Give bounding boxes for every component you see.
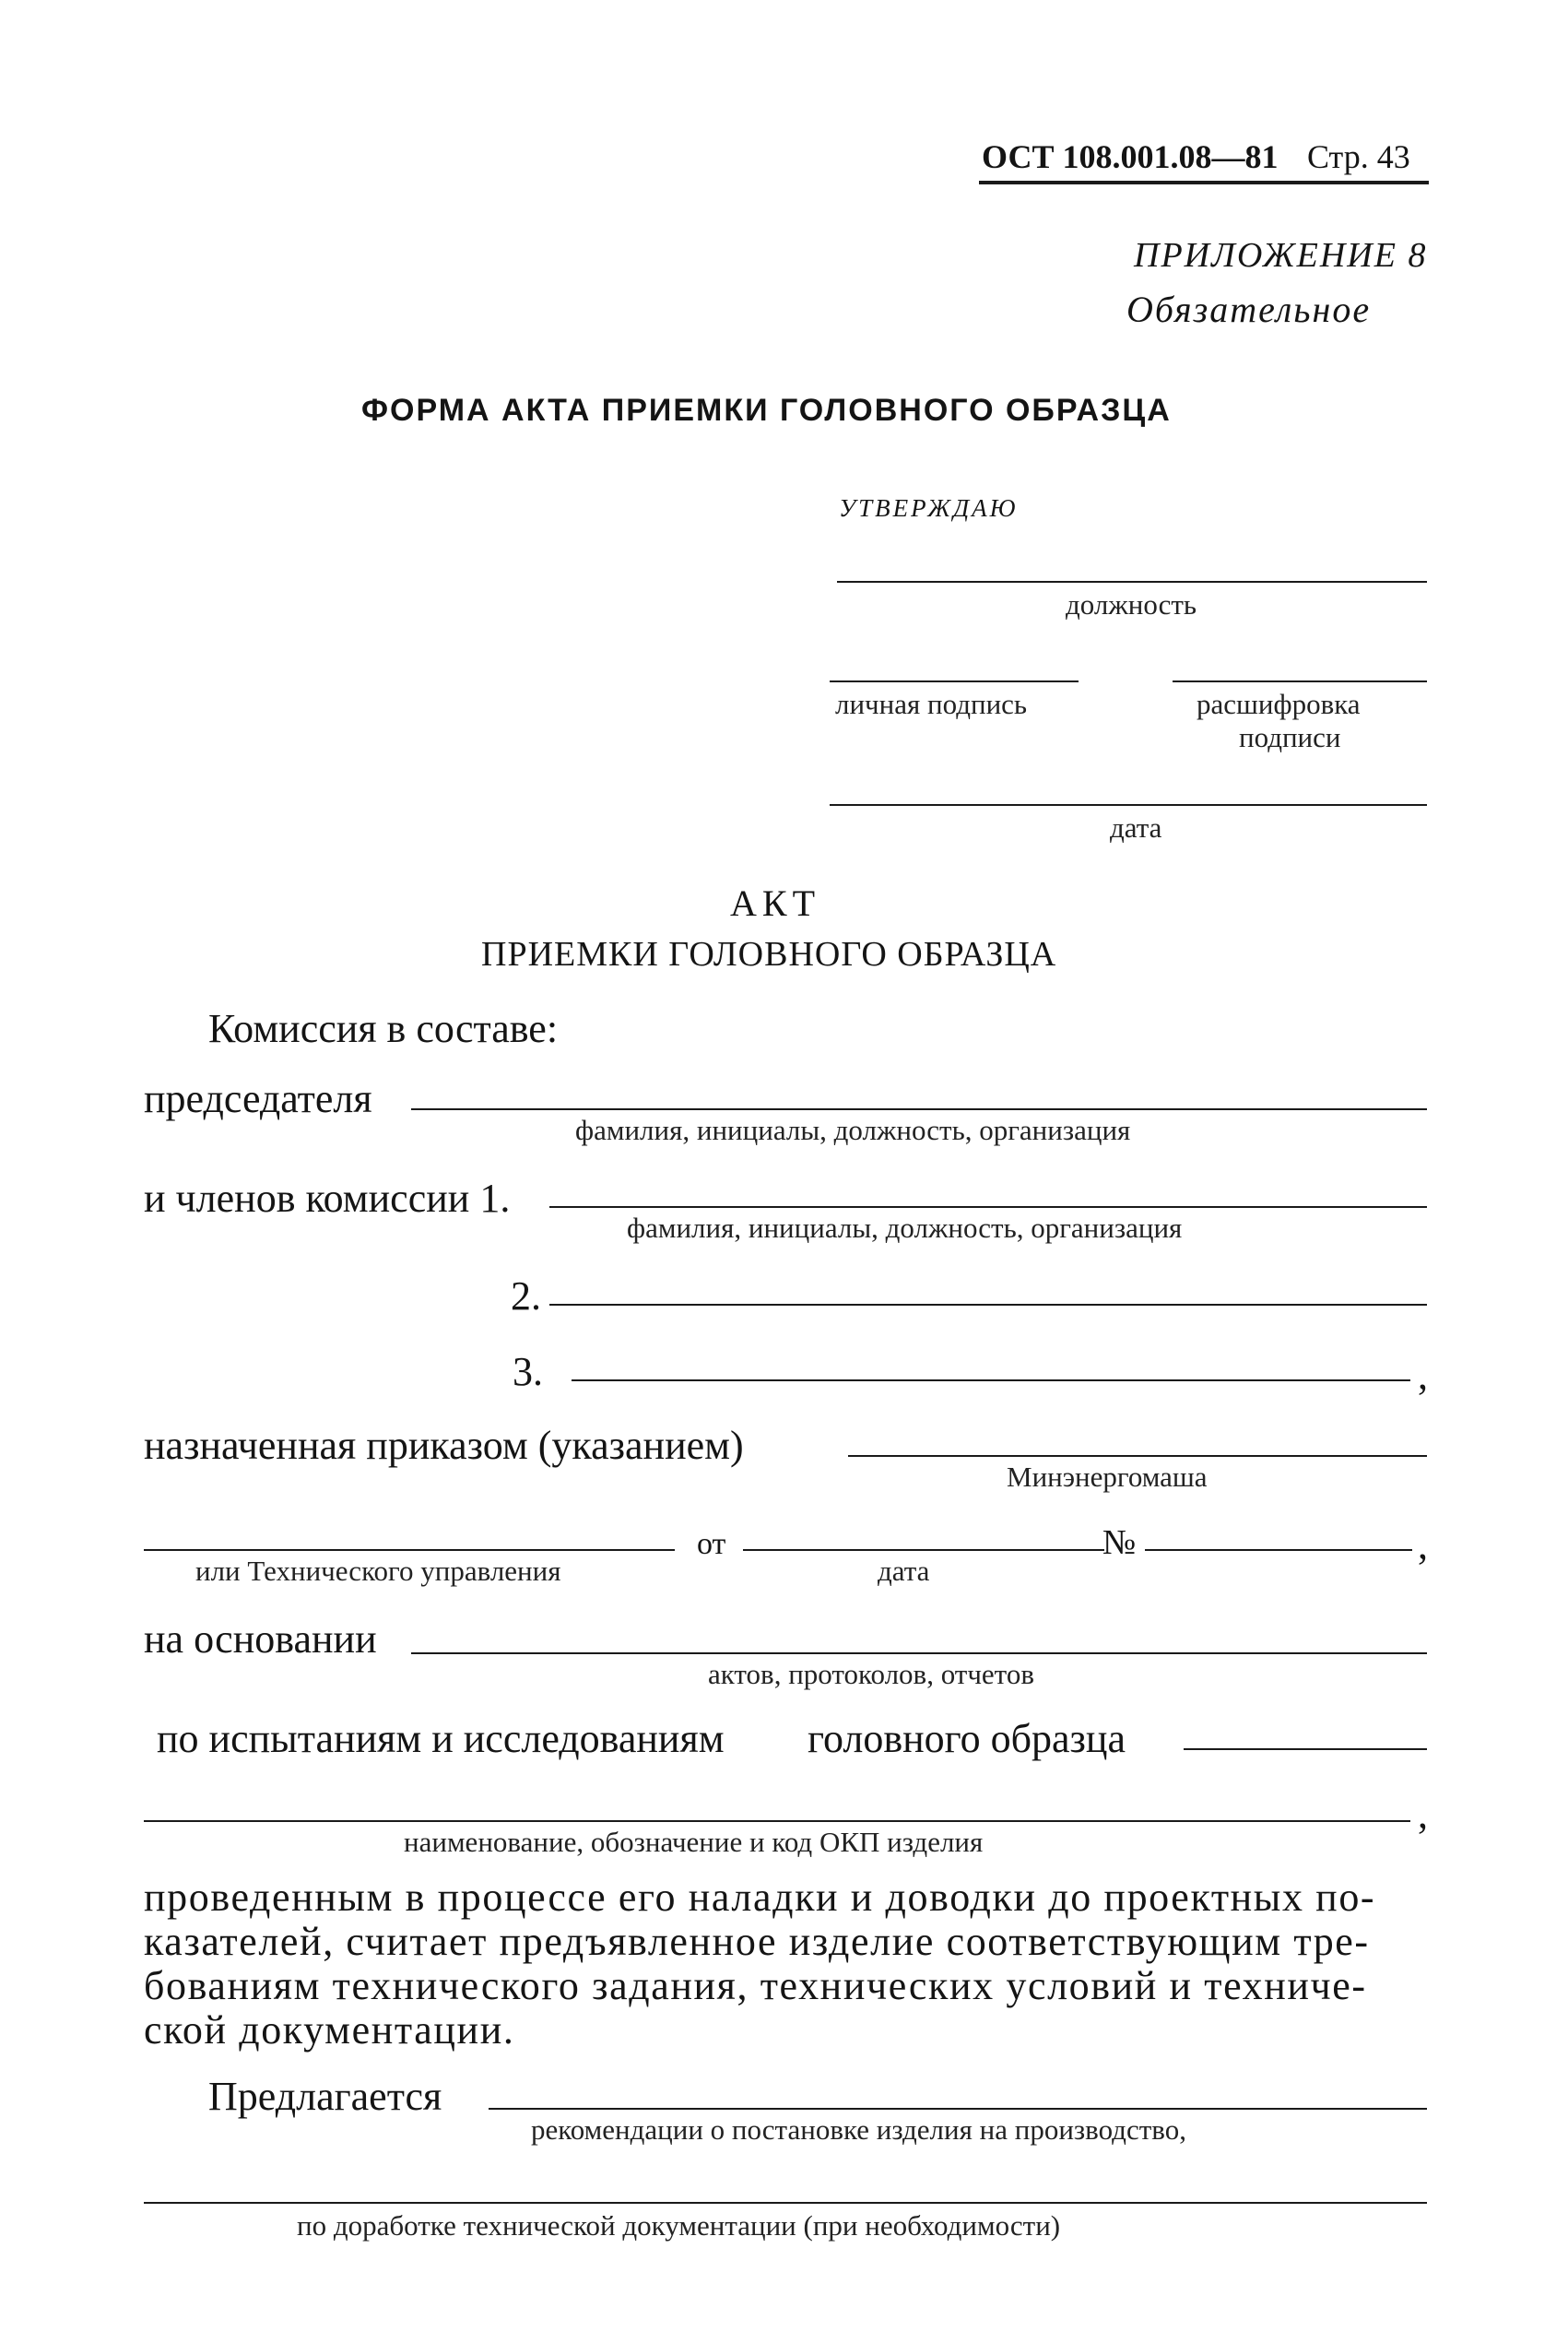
appointment-label: назначенная приказом (указанием) <box>144 1423 744 1468</box>
technical-department-line[interactable] <box>144 1549 675 1551</box>
members-label: и членов комиссии 1. <box>144 1176 511 1221</box>
commission-intro: Комиссия в составе: <box>208 1006 559 1051</box>
signature-line[interactable] <box>830 680 1079 682</box>
order-date-line[interactable] <box>743 1549 1104 1551</box>
product-line[interactable] <box>144 1820 1410 1822</box>
approval-date-line[interactable] <box>830 804 1427 806</box>
order-number-line[interactable] <box>1145 1549 1412 1551</box>
ministry-caption: Минэнергомаша <box>1007 1461 1208 1493</box>
form-title: ФОРМА АКТА ПРИЕМКИ ГОЛОВНОГО ОБРАЗЦА <box>361 393 1172 428</box>
chairman-line[interactable] <box>411 1108 1427 1110</box>
proposal-line[interactable] <box>489 2108 1427 2110</box>
order-date-caption: дата <box>878 1555 930 1587</box>
technical-caption: или Технического управления <box>195 1555 561 1587</box>
chairman-caption: фамилия, инициалы, должность, организация <box>575 1114 1131 1146</box>
proposal-caption-2: по доработке технической документации (при необходимости) <box>297 2209 1061 2242</box>
from-label: от <box>697 1527 726 1561</box>
conclusion-line-4: ской документации. <box>144 2007 515 2053</box>
act-title: АКТ <box>730 882 820 924</box>
member-3-line[interactable] <box>572 1379 1410 1381</box>
number-label: № <box>1102 1523 1137 1562</box>
proposal-caption-1: рекомендации о постановке изделия на производство, <box>531 2113 1186 2146</box>
position-caption: должность <box>1066 588 1197 621</box>
approval-heading: УТВЕРЖДАЮ <box>839 494 1019 522</box>
conclusion-line-1: проведенным в процессе его наладки и доводки до проектных по- <box>144 1875 1376 1920</box>
appointment-line[interactable] <box>848 1455 1427 1457</box>
act-subtitle: ПРИЕМКИ ГОЛОВНОГО ОБРАЗЦА <box>481 935 1057 974</box>
member-1-line[interactable] <box>549 1206 1427 1208</box>
conclusion-line-2: казателей, считает предъявленное изделие соответствующим тре- <box>144 1919 1370 1964</box>
decoding-caption-2: подписи <box>1239 721 1341 753</box>
page-number: Стр. 43 <box>1307 138 1410 175</box>
member-3-comma: , <box>1418 1353 1428 1398</box>
member-2-label: 2. <box>511 1273 541 1319</box>
proposal-line-2[interactable] <box>144 2202 1427 2204</box>
approval-date-caption: дата <box>1110 811 1162 844</box>
decoding-line[interactable] <box>1173 680 1427 682</box>
header-underline <box>979 181 1429 184</box>
sample-label: головного образца <box>808 1716 1126 1761</box>
appendix-title: ПРИЛОЖЕНИЕ 8 <box>1134 236 1428 275</box>
members-caption: фамилия, инициалы, должность, организация <box>627 1212 1183 1244</box>
basis-line[interactable] <box>411 1652 1427 1654</box>
basis-label: на основании <box>144 1616 377 1662</box>
proposal-label: Предлагается <box>208 2074 442 2119</box>
conclusion-line-3: бованиям технического задания, технических условий и техниче- <box>144 1963 1367 2008</box>
sample-line[interactable] <box>1184 1748 1427 1750</box>
basis-caption: актов, протоколов, отчетов <box>708 1658 1034 1690</box>
appointment-comma: , <box>1418 1522 1428 1568</box>
standard-number: ОСТ 108.001.08—81 <box>982 138 1279 175</box>
member-2-line[interactable] <box>549 1304 1427 1306</box>
member-3-label: 3. <box>513 1349 543 1394</box>
appendix-status: Обязательное <box>1126 289 1372 330</box>
tests-label: по испытаниям и исследованиям <box>157 1716 725 1761</box>
position-line[interactable] <box>837 581 1427 583</box>
product-comma: , <box>1418 1792 1428 1837</box>
decoding-caption-1: расшифровка <box>1197 688 1361 720</box>
product-caption: наименование, обозначение и код ОКП изделия <box>404 1826 984 1858</box>
signature-caption: личная подпись <box>835 688 1028 720</box>
chairman-label: председателя <box>144 1076 372 1121</box>
